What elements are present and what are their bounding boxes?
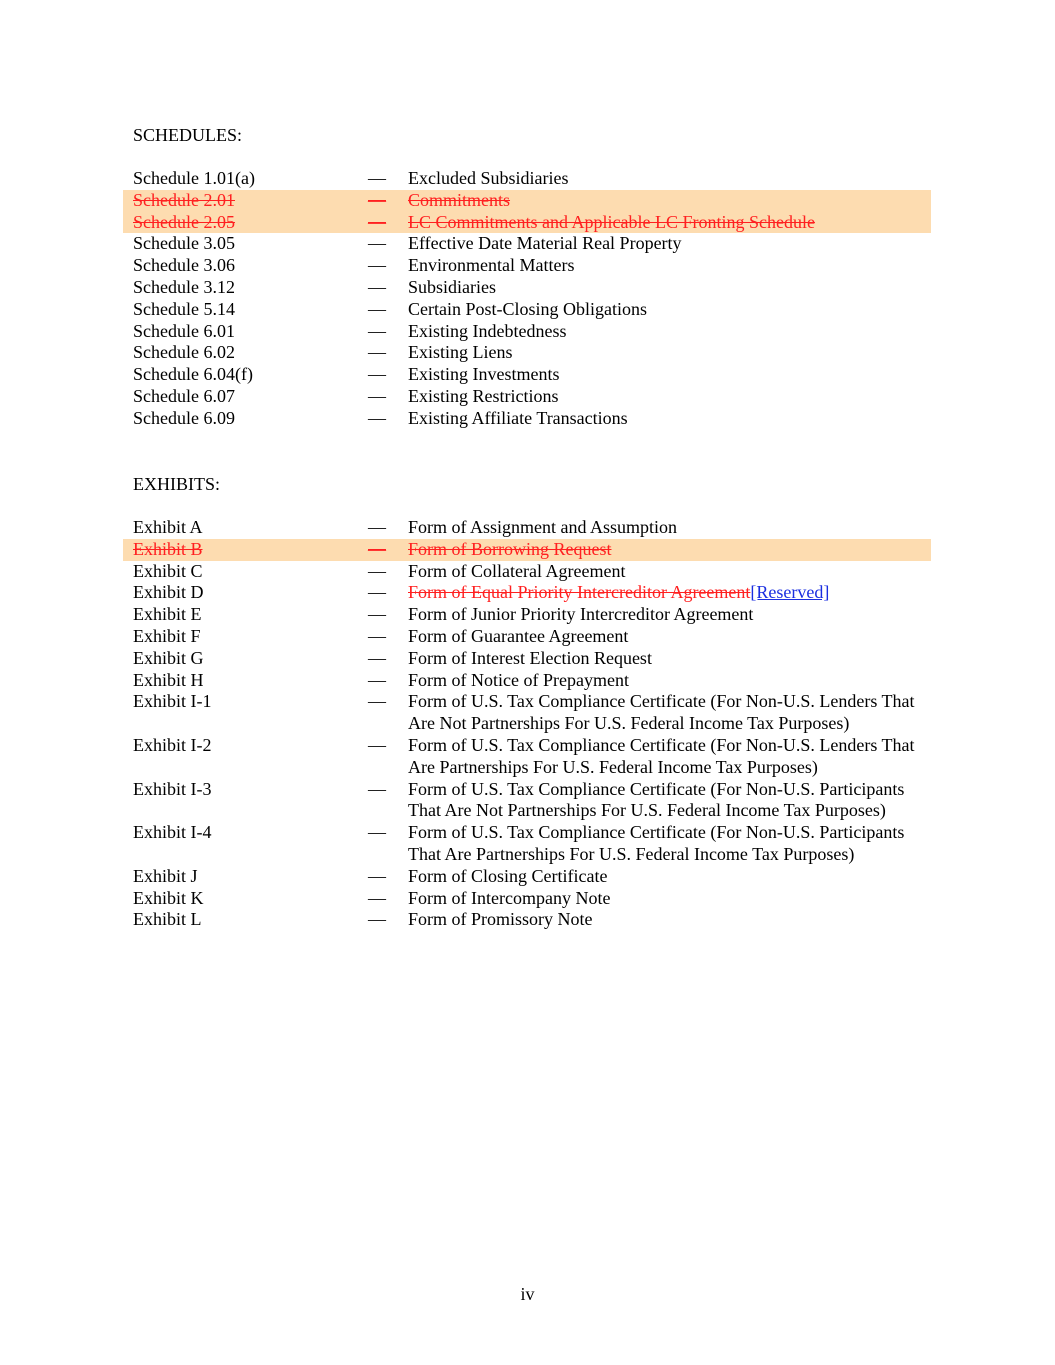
em-dash: — (368, 233, 386, 254)
em-dash: — (368, 276, 386, 297)
em-dash: — (368, 168, 386, 188)
exhibit-id: Exhibit G (133, 647, 204, 668)
em-dash: — (368, 691, 386, 712)
em-dash: — (368, 734, 386, 755)
list-item (123, 386, 931, 408)
exhibit-title (408, 582, 931, 604)
exhibit-title: Form of Notice of Prepayment (408, 669, 629, 690)
list-item (123, 233, 931, 255)
schedule-id: Schedule 6.07 (133, 385, 235, 406)
exhibit-id: Exhibit D (133, 582, 204, 603)
schedule-title: Existing Investments (408, 364, 560, 385)
em-dash: — (368, 538, 386, 559)
exhibit-id: Exhibit L (133, 909, 202, 930)
schedule-id: Schedule 2.01 (133, 189, 235, 210)
list-item (123, 582, 931, 604)
schedule-title: Existing Affiliate Transactions (408, 407, 628, 428)
schedule-title: Excluded Subsidiaries (408, 168, 569, 188)
exhibit-id: Exhibit B (133, 538, 203, 559)
page-number: iv (520, 1284, 535, 1304)
exhibit-id: Exhibit H (133, 669, 204, 690)
list-item (123, 691, 931, 735)
schedule-title: Existing Restrictions (408, 385, 559, 406)
em-dash: — (368, 865, 386, 886)
list-item (123, 277, 931, 299)
list-item (123, 735, 931, 779)
exhibit-title: Form of U.S. Tax Compliance Certificate (For Non-U.S. Participants That Are Not Partnerships For U.S. Federal Income Tax Purposes) (408, 778, 905, 821)
list-item-deleted (123, 539, 931, 561)
em-dash: — (368, 669, 386, 690)
exhibit-id: Exhibit A (133, 517, 203, 537)
em-dash: — (368, 517, 386, 537)
em-dash: — (368, 342, 386, 363)
em-dash: — (368, 822, 386, 843)
exhibits-list (123, 517, 931, 931)
schedule-id: Schedule 6.02 (133, 342, 235, 363)
list-item (123, 342, 931, 364)
em-dash: — (368, 778, 386, 799)
exhibit-id: Exhibit K (133, 887, 204, 908)
exhibits-heading: EXHIBITS: (133, 474, 220, 494)
exhibit-title: Form of U.S. Tax Compliance Certificate (For Non-U.S. Lenders That Are Not Partnerships For U.S. Federal Income Tax Purposes) (408, 691, 915, 734)
em-dash: — (368, 560, 386, 581)
exhibit-id: Exhibit J (133, 865, 198, 886)
list-item-deleted (123, 190, 931, 212)
exhibit-title: Form of Guarantee Agreement (408, 625, 629, 646)
list-item (123, 321, 931, 343)
em-dash: — (368, 298, 386, 319)
schedule-title: Existing Indebtedness (408, 320, 567, 341)
list-item (123, 255, 931, 277)
exhibit-title: Form of Assignment and Assumption (408, 517, 678, 537)
em-dash: — (368, 887, 386, 908)
schedule-id: Schedule 6.09 (133, 407, 235, 428)
exhibit-title: Form of Collateral Agreement (408, 560, 626, 581)
list-item (123, 517, 931, 539)
list-item (123, 866, 931, 888)
schedules-heading: SCHEDULES: (133, 125, 243, 145)
list-item (123, 299, 931, 321)
list-item (123, 779, 931, 823)
exhibit-id: Exhibit I-4 (133, 822, 212, 843)
inserted-link[interactable]: [Reserved] (750, 582, 830, 603)
schedule-id: Schedule 3.06 (133, 255, 235, 276)
schedule-title: Environmental Matters (408, 255, 575, 276)
em-dash: — (368, 364, 386, 385)
exhibit-id: Exhibit I-2 (133, 734, 212, 755)
em-dash: — (368, 604, 386, 625)
schedule-id: Schedule 3.12 (133, 276, 235, 297)
exhibit-title: Form of Interest Election Request (408, 647, 652, 668)
em-dash: — (368, 625, 386, 646)
exhibit-id: Exhibit E (133, 604, 202, 625)
schedule-title: Effective Date Material Real Property (408, 233, 682, 254)
schedule-title: Commitments (408, 189, 511, 210)
deleted-text: Form of Equal Priority Intercreditor Agreement (408, 582, 751, 603)
list-item (123, 626, 931, 648)
em-dash: — (368, 582, 386, 603)
schedule-title: LC Commitments and Applicable LC Fronting Schedule (408, 211, 815, 232)
list-item (123, 888, 931, 910)
list-item-deleted (123, 212, 931, 234)
exhibit-title: Form of Junior Priority Intercreditor Agreement (408, 604, 754, 625)
exhibit-title: Form of Promissory Note (408, 909, 593, 930)
list-item (123, 604, 931, 626)
schedule-id: Schedule 3.05 (133, 233, 235, 254)
list-item (123, 909, 931, 931)
schedule-id: Schedule 1.01(a) (133, 168, 255, 188)
exhibit-id: Exhibit F (133, 625, 201, 646)
em-dash: — (368, 211, 386, 232)
exhibit-id: Exhibit I-3 (133, 778, 212, 799)
list-item (123, 408, 931, 430)
schedule-id: Schedule 6.04(f) (133, 364, 253, 385)
em-dash: — (368, 647, 386, 668)
list-item (123, 561, 931, 583)
exhibit-id: Exhibit I-1 (133, 691, 212, 712)
list-item (123, 648, 931, 670)
em-dash: — (368, 189, 386, 210)
list-item (123, 822, 931, 866)
em-dash: — (368, 255, 386, 276)
list-item (123, 168, 931, 190)
list-item (123, 364, 931, 386)
exhibit-title: Form of Closing Certificate (408, 865, 608, 886)
em-dash: — (368, 385, 386, 406)
schedule-title: Subsidiaries (408, 276, 496, 297)
exhibit-title: Form of Intercompany Note (408, 887, 611, 908)
exhibit-title: Form of U.S. Tax Compliance Certificate (For Non-U.S. Lenders That Are Partnerships For U.S. Federal Income Tax Purposes) (408, 734, 915, 777)
list-item (123, 670, 931, 692)
exhibit-title: Form of Borrowing Request (408, 538, 612, 559)
schedule-title: Existing Liens (408, 342, 513, 363)
schedule-title: Certain Post-Closing Obligations (408, 298, 648, 319)
schedules-list (123, 168, 931, 430)
em-dash: — (368, 909, 386, 930)
exhibit-title: Form of U.S. Tax Compliance Certificate (For Non-U.S. Participants That Are Partnerships For U.S. Federal Income Tax Purposes) (408, 822, 905, 864)
schedule-id: Schedule 6.01 (133, 320, 235, 341)
schedule-id: Schedule 5.14 (133, 298, 235, 319)
em-dash: — (368, 320, 386, 341)
exhibit-id: Exhibit C (133, 560, 203, 581)
schedule-id: Schedule 2.05 (133, 211, 235, 232)
em-dash: — (368, 407, 386, 428)
